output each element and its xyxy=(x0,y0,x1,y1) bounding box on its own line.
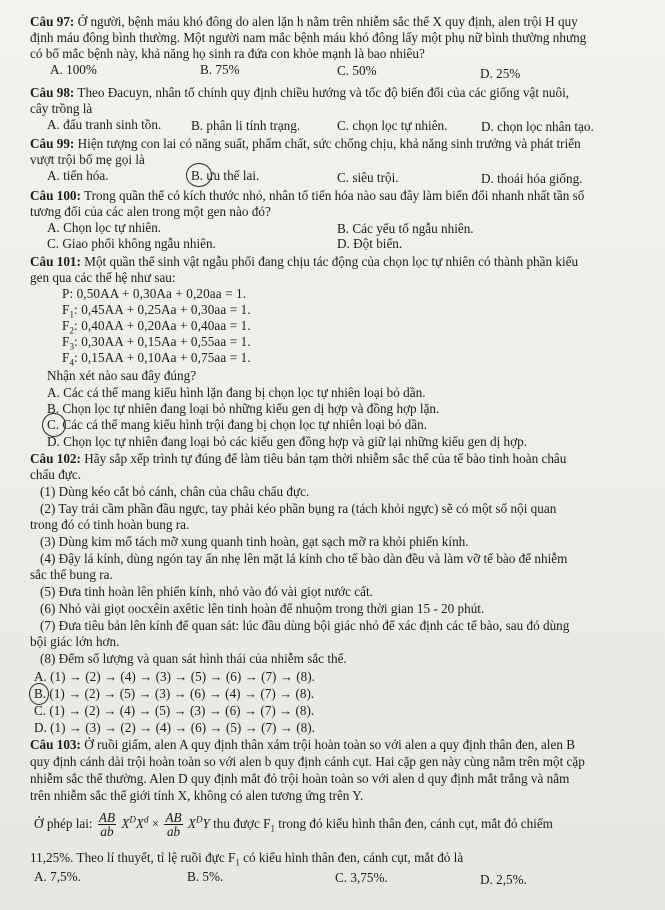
q102-text-1: Hãy sắp xếp trình tự đúng để làm tiêu bản tạm thời nhiễm sắc thể của tế bào tinh hoàn châu xyxy=(80,451,567,466)
q97-text-1: Ở người, bệnh máu khó đông do alen lặn h nằm trên nhiễm sắc thể X quy định, alen trội H quy xyxy=(74,14,578,29)
q101-stem-line-1 xyxy=(30,254,578,270)
q97-stem-line-3: có bố mắc bệnh này, khả năng họ sinh ra đứa con khỏe mạnh là bao nhiêu? xyxy=(30,46,425,61)
q103-option-d[interactable]: D. 2,5%. xyxy=(480,872,527,887)
q102-stem-line-1 xyxy=(30,451,566,467)
q100-option-b[interactable]: B. Các yếu tố ngẫu nhiên. xyxy=(337,221,474,236)
q98-option-b[interactable]: B. phân li tính trạng. xyxy=(191,118,301,133)
q100-option-d[interactable]: D. Đột biến. xyxy=(337,236,403,251)
q100-option-a[interactable]: A. Chọn lọc tự nhiên. xyxy=(47,220,162,235)
q103-text-1: Ở ruồi giấm, alen A quy định thân xám trội hoàn toàn so với alen a quy định thân đen, alen B xyxy=(80,737,576,752)
q101-number: Câu 101: xyxy=(30,254,81,269)
q98-number: Câu 98: xyxy=(30,85,75,100)
q101-option-b[interactable]: B. Chọn lọc tự nhiên đang loại bỏ những kiểu gen dị hợp và đồng hợp lặn. xyxy=(47,401,440,416)
q102-step-6: (6) Nhỏ vài giọt oocxêin axêtic lên tinh hoàn để nhuộm trong thời gian 15 - 20 phút. xyxy=(40,601,485,616)
q102-stem-line-2: chấu đực. xyxy=(30,467,82,482)
q102-step-5: (5) Đưa tinh hoàn lên phiến kính, nhỏ vào đó vài giọt nước cất. xyxy=(40,584,373,599)
q103-cross-times: × xyxy=(151,816,163,831)
q99-stem-line-2: vượt trội bố mẹ gọi là xyxy=(30,152,145,167)
q100-number: Câu 100: xyxy=(30,188,81,203)
q97-option-c[interactable]: C. 50% xyxy=(337,63,377,78)
q101-generation-f4: $F_4$: 0,15AA + 0,10Aa + 0,75aa = 1. xyxy=(62,350,251,368)
q103-cross-intro: Ở phép lai: xyxy=(34,816,96,831)
q103-cross-line: Ở phép lai: $\frac{AB}{ab}$ $X^DX^d$ × $\frac{AB}{ab}$ $X^DY$ thu được $F_1$ trong đó kiểu hình thân đen, cánh cụt, mắt đỏ chiếm xyxy=(34,810,553,840)
q101-text-1: Một quần thể sinh vật ngẫu phối đang chịu tác động của chọn lọc tự nhiên có thành phần kiểu xyxy=(80,254,579,269)
q100-option-c[interactable]: C. Giao phối không ngẫu nhiên. xyxy=(47,236,216,251)
q103-option-c[interactable]: C. 3,75%. xyxy=(335,870,388,885)
q98-option-a[interactable]: A. đấu tranh sinh tồn. xyxy=(47,117,162,132)
q103-stem-line-2: quy định cánh dài trội hoàn toàn so với alen b quy định cánh cụt. Hai cặp gen này cùng nằm trên một cặp xyxy=(30,754,585,769)
q103-option-b[interactable]: B. 5%. xyxy=(187,869,224,884)
q103-last-line: 11,25%. Theo lí thuyết, tỉ lệ ruồi đực $F_1$ có kiểu hình thân đen, cánh cụt, mắt đỏ là xyxy=(30,850,464,868)
q103-genotype-fraction-2: $\frac{AB}{ab}$ xyxy=(165,810,182,840)
q100-text-1: Trong quần thể có kích thước nhỏ, nhân tố tiến hóa nào sau đây làm biến đổi nhanh nhất tần số xyxy=(80,188,585,203)
q97-option-d[interactable]: D. 25% xyxy=(480,66,521,81)
q97-number: Câu 97: xyxy=(30,14,75,29)
q99-selected-answer-circle xyxy=(186,163,212,187)
q103-option-a[interactable]: A. 7,5%. xyxy=(34,869,81,884)
q102-step-7: (7) Đưa tiêu bản lên kính để quan sát: lúc đầu dùng bội giác nhỏ để xác định các tế bào, sau đó dùng xyxy=(40,618,570,633)
q98-text-1: Theo Đacuyn, nhân tố chính quy định chiều hướng và tốc độ biến đổi của các giống vật nuôi, xyxy=(74,85,570,100)
q98-stem-line-1 xyxy=(30,85,569,101)
q103-stem-line-3: nhiễm sắc thể thường. Alen D quy định mắt đỏ trội hoàn toàn so với alen d quy định mắt trắng và nằm xyxy=(30,771,570,786)
q102-selected-answer-circle xyxy=(29,683,49,705)
q103-stem-line-4: trên nhiễm sắc thể giới tính X, không có alen tương ứng trên Y. xyxy=(30,788,364,803)
q102-step-3: (3) Dùng kim mổ tách mỡ xung quanh tinh hoàn, gạt sạch mỡ ra khỏi phiến kính. xyxy=(40,534,469,549)
q101-generation-f3: $F_3$: 0,30AA + 0,15Aa + 0,55aa = 1. xyxy=(62,334,251,352)
q99-option-a[interactable]: A. tiến hóa. xyxy=(47,168,109,183)
q97-option-a[interactable]: A. 100% xyxy=(50,62,97,77)
q101-option-d[interactable]: D. Chọn lọc tự nhiên đang loại bỏ các kiểu gen đồng hợp và giữ lại những kiểu gen dị hợp. xyxy=(47,434,528,449)
q97-stem-line-1 xyxy=(30,14,578,30)
q102-step-2-cont: trong đó có tinh hoàn bung ra. xyxy=(30,517,190,532)
q99-number: Câu 99: xyxy=(30,136,75,151)
q100-stem-line-1 xyxy=(30,188,584,204)
q102-step-8: (8) Đếm số lượng và quan sát hình thái của nhiễm sắc thể. xyxy=(40,651,347,666)
q102-option-b[interactable]: B. (1) → (2) → (5) → (3) → (6) → (4) → (7) → (8). xyxy=(34,686,315,701)
q103-stem-line-1 xyxy=(30,737,575,753)
q99-text-1: Hiện tượng con lai có năng suất, phẩm chất, sức chống chịu, khả năng sinh trưởng và phát triển xyxy=(74,136,581,151)
q101-generation-p: P: 0,50AA + 0,30Aa + 0,20aa = 1. xyxy=(62,286,247,301)
q101-option-c[interactable]: C. Các cá thể mang kiểu hình trội đang bị chọn lọc tự nhiên loại bỏ dần. xyxy=(47,417,427,432)
q99-option-c[interactable]: C. siêu trội. xyxy=(337,170,399,185)
q102-option-c[interactable]: C. (1) → (2) → (4) → (5) → (3) → (6) → (7) → (8). xyxy=(34,703,315,718)
q101-option-a[interactable]: A. Các cá thể mang kiểu hình lặn đang bị chọn lọc tự nhiên loại bỏ dần. xyxy=(47,385,426,400)
q99-option-d[interactable]: D. thoái hóa giống. xyxy=(481,171,583,186)
q100-stem-line-2: tương đối của các alen trong một gen nào đó? xyxy=(30,204,271,219)
q101-generation-f1: $F_1$: 0,45AA + 0,25Aa + 0,30aa = 1. xyxy=(62,302,251,320)
q99-stem-line-1 xyxy=(30,136,581,152)
q102-step-4-cont: sắc thể bung ra. xyxy=(30,567,113,582)
q102-step-2: (2) Tay trái cầm phần đầu ngực, tay phải kéo phần bụng ra (tách khỏi ngực) sẽ có một số nội quan xyxy=(40,501,557,516)
q101-prompt: Nhận xét nào sau đây đúng? xyxy=(47,368,197,383)
q97-stem-line-2: định máu đông bình thường. Một người nam mắc bệnh máu khó đông lấy một phụ nữ bình thường nhưng xyxy=(30,30,587,45)
q102-option-a[interactable]: A. (1) → (2) → (4) → (3) → (5) → (6) → (7) → (8). xyxy=(34,669,315,684)
q102-step-1: (1) Dùng kéo cắt bỏ cánh, chân của châu chấu đực. xyxy=(40,484,310,499)
q102-step-4: (4) Đậy lá kính, dùng ngón tay ấn nhẹ lên mặt lá kính cho tế bào dàn đều và làm vỡ tế bào để nhiễm xyxy=(40,551,568,566)
q102-option-d[interactable]: D. (1) → (3) → (2) → (4) → (6) → (5) → (7) → (8). xyxy=(34,720,315,735)
q103-number: Câu 103: xyxy=(30,737,81,752)
q98-stem-line-2: cây trồng là xyxy=(30,101,93,116)
q103-genotype-fraction-1: $\frac{AB}{ab}$ xyxy=(98,810,116,840)
q97-option-b[interactable]: B. 75% xyxy=(200,62,240,77)
q102-step-7-cont: bội giác lớn hơn. xyxy=(30,634,120,649)
q102-number: Câu 102: xyxy=(30,451,81,466)
q101-stem-line-2: gen qua các thế hệ như sau: xyxy=(30,270,176,285)
q98-option-c[interactable]: C. chọn lọc tự nhiên. xyxy=(337,118,448,133)
q98-option-d[interactable]: D. chọn lọc nhân tạo. xyxy=(481,119,594,134)
q99-option-b[interactable]: B. ưu thế lai. xyxy=(191,168,260,183)
q101-generation-f2: $F_2$: 0,40AA + 0,20Aa + 0,40aa = 1. xyxy=(62,318,251,336)
